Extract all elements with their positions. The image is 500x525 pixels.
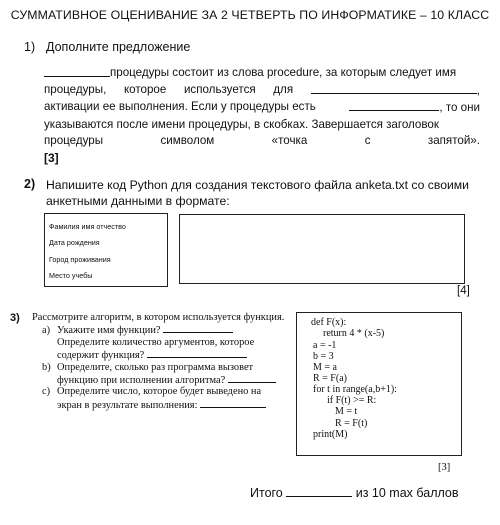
answer-code-box[interactable] (179, 214, 465, 284)
word: процедуры (44, 134, 104, 147)
question-3b-line-2 (32, 373, 290, 386)
question-1-line-4 (44, 117, 480, 134)
item-text: Определите, сколько раз программа вызовет (57, 361, 254, 373)
item-text: Определите число, которое будет выведено на (57, 386, 262, 398)
item-text: Укажите имя функции? (57, 325, 161, 337)
question-1-score: [3] (44, 150, 59, 165)
question-3-text (32, 312, 290, 411)
item-text: функцию при исполнении алгоритма? (57, 375, 226, 387)
question-2-number: 2) (24, 177, 36, 191)
question-1-number: 1) (24, 40, 36, 54)
code-line: R = F(t) (335, 418, 368, 429)
total-score-line (250, 485, 459, 500)
total-suffix: из 10 max баллов (355, 486, 459, 500)
question-1-line-3-end: , то они (439, 101, 480, 114)
code-line: if F(t) >= R: (327, 395, 377, 406)
total-score-blank[interactable] (286, 485, 352, 497)
algorithm-code-box (296, 312, 462, 456)
word: для (273, 82, 294, 96)
question-3a-line-2: Определите количество аргументов, которое (57, 336, 255, 348)
question-2-score: [4] (457, 285, 470, 297)
code-line: def F(x): (311, 317, 347, 328)
question-1-score-line (44, 150, 480, 167)
word: запятой». (427, 134, 480, 147)
answer-blank-3[interactable] (349, 99, 439, 111)
field-birth-date: Дата рождения (49, 238, 100, 247)
answer-blank-3b[interactable] (228, 373, 276, 383)
question-3a-line-3 (32, 348, 290, 361)
question-1-heading: Дополните предложение (46, 40, 191, 54)
anketa-format-box (44, 213, 168, 287)
question-3a (32, 323, 290, 336)
question-1-line-1 (44, 65, 480, 82)
code-line: b = 3 (313, 351, 334, 362)
item-text: экран в результате выполнения: (57, 399, 198, 411)
question-1-line-4-text: указываются после имени процедуры, в скобках. Завершается заголовок (44, 117, 439, 131)
code-line: R = F(a) (313, 373, 347, 384)
code-line: M = t (335, 406, 358, 417)
question-1-line-5 (44, 133, 480, 150)
answer-blank-2[interactable] (311, 82, 477, 94)
item-label: c) (42, 386, 51, 398)
word: символом (160, 134, 215, 147)
field-full-name: Фамилия имя отчество (49, 222, 126, 231)
question-1-line-3-text: активации ее выполнения. Если у процедуры есть (44, 100, 316, 113)
word: «точка (271, 134, 308, 147)
word: процедуры, (44, 82, 107, 96)
word: которое (123, 82, 167, 96)
item-label: b) (42, 361, 51, 373)
question-1-line-1-text: процедуры состоит из слова procedure, за которым следует имя (110, 66, 457, 79)
answer-blank-3a-name[interactable] (163, 323, 233, 333)
comma: , (476, 83, 480, 97)
code-line: a = -1 (313, 340, 337, 351)
item-label: a) (42, 325, 51, 337)
code-line: return 4 * (x-5) (323, 328, 385, 339)
word: используется (183, 82, 256, 96)
question-3c-line-2 (32, 398, 290, 411)
word: с (364, 134, 371, 147)
total-label: Итого (250, 486, 283, 500)
question-1-line-3 (44, 99, 480, 117)
answer-blank-3c[interactable] (200, 398, 266, 408)
question-2-heading: Напишите код Python для создания текстового файла anketa.txt со своими анкетными данными в формате: (46, 178, 469, 208)
question-3-score: [3] (438, 462, 451, 473)
answer-blank-3a-args[interactable] (147, 348, 247, 358)
code-line: for t in range(a,b+1): (313, 384, 397, 395)
question-3c (32, 386, 290, 397)
code-line: print(M) (313, 429, 348, 440)
field-city: Город проживания (49, 255, 111, 264)
code-line: M = a (313, 362, 337, 373)
question-1-line-2 (44, 82, 480, 100)
page-title: СУММАТИВНОЕ ОЦЕНИВАНИЕ ЗА 2 ЧЕТВЕРТЬ ПО ИНФОРМАТИКЕ – 10 КЛАСС (10, 8, 490, 22)
question-1-text (44, 65, 480, 166)
field-study-place: Место учебы (49, 271, 93, 280)
question-3b (32, 362, 290, 373)
answer-blank-1[interactable] (44, 65, 110, 77)
question-3-intro: Рассмотрите алгоритм, в котором используется функция. (32, 312, 285, 323)
question-3-number: 3) (10, 312, 20, 324)
item-text: содержит функция? (57, 350, 145, 362)
